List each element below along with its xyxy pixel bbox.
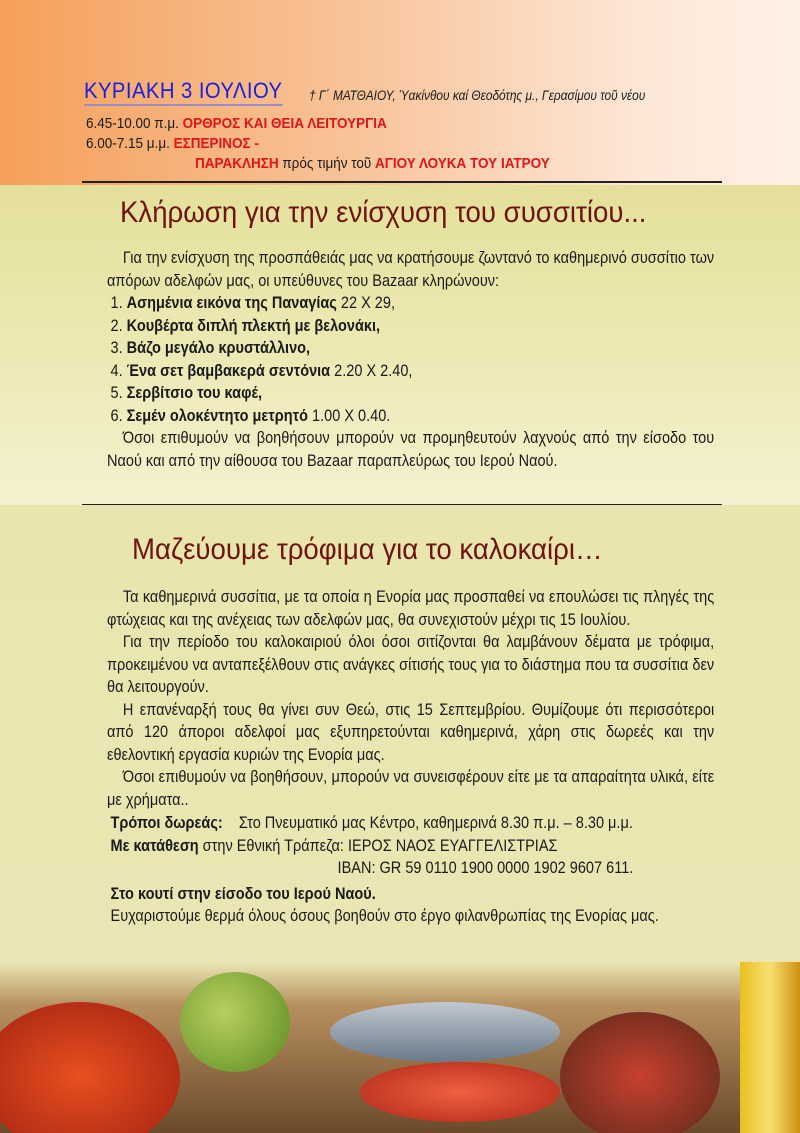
item-size: 1.00 Χ 0.40. — [312, 406, 391, 425]
thanks: Ευχαριστούμε θερμά όλους όσους βοηθούν στο έργο φιλανθρωπίας της Ενορίας μας. — [110, 907, 659, 925]
item-name: Ασημένια εικόνα της Παναγίας — [126, 294, 337, 312]
iban: IBAN: GR 59 0110 1900 0000 1902 9607 611. — [337, 859, 634, 877]
raffle-item — [107, 360, 714, 383]
item-name: Σερβίτσιο του καφέ, — [126, 384, 263, 402]
raffle-intro: Για την ενίσχυση της προσπάθειάς μας να κρατήσουμε ζωντανό το καθημερινό συσσίτιο των απόρων αδελφών μας, οι υπεύθυνες του Bazaar κληρώνουν: — [107, 249, 715, 290]
paragraph: Η επανέναρξή τους θα γίνει συν Θεώ, στις 15 Σεπτεμβρίου. Θυμίζουμε ότι περισσότεροι από 120 άποροι αδελφοί μας εξυπηρετούνται καθημερινά, χάρη στις δωρεές και την εθελοντική εργασία κυριών της Ενορία μας. — [107, 700, 715, 764]
donation-text: Στο Πνευματικό μας Κέντρο, καθημερινά 8.30 π.μ. – 8.30 μ.μ. — [238, 814, 633, 832]
deposit-line — [107, 835, 714, 858]
item-number: 2. — [110, 316, 123, 335]
date-title: ΚΥΡΙΑΚΗ 3 ΙΟΥΛΙΟΥ — [84, 78, 283, 106]
item-name: Κουβέρτα διπλή πλεκτή με βελονάκι, — [126, 316, 381, 335]
item-number: 4. — [110, 361, 123, 380]
paragraph: Για την περίοδο του καλοκαιριού όλοι όσοι σιτίζονται θα λαμβάνουν δέματα με τρόφιμα, προκειμένου να ανταπεξέλθουν στις ανάγκες σίτισής τους για το διάστημα που τα συσσίτια δεν θα λειτουργούν. — [107, 633, 715, 696]
raffle-item — [107, 382, 714, 405]
feast-of-day: † Γ΄ ΜΑΤΘΑΙΟΥ, Ὑακίνθου καί Θεοδότης μ., Γερασίμου τοῦ νέου — [309, 88, 646, 103]
service-title: ΟΡΘΡΟΣ ΚΑΙ ΘΕΙΑ ΛΕΙΤΟΥΡΓΙΑ — [182, 115, 387, 132]
raffle-items — [107, 292, 714, 427]
donation-line — [107, 812, 714, 835]
item-number: 3. — [110, 339, 123, 357]
box-donation: Στο κουτί στην είσοδο του Ιερού Ναού. — [110, 884, 376, 903]
raffle-outro: Όσοι επιθυμούν να βοηθήσουν μπορούν να προμηθευτούν λαχνούς από την είσοδο του Ναού και από την αίθουσα του Bazaar παραπλεύρως του Ιερού Ναού. — [107, 429, 715, 470]
service-title: ΠΑΡΑΚΛΗΣΗ — [195, 155, 279, 172]
vegetables-image — [560, 1012, 720, 1133]
deposit-text: στην Εθνική Τράπεζα: ΙΕΡΟΣ ΝΑΟΣ ΕΥΑΓΓΕΛΙΣΤΡΙΑΣ — [202, 836, 558, 855]
deposit-label: Με κατάθεση — [110, 836, 199, 855]
service-2 — [86, 135, 259, 152]
oil-pour-image — [740, 962, 800, 1133]
pasta-image — [0, 1002, 180, 1133]
item-name: Σεμέν ολοκέντητο μετρητό — [126, 406, 308, 425]
raffle-title: Κλήρωση για την ενίσχυση του συσσιτίου... — [120, 196, 647, 229]
raffle-item — [107, 292, 714, 315]
fish-image — [330, 1002, 560, 1062]
service-time: 6.00-7.15 μ.μ. — [86, 135, 170, 152]
service-title: ΕΣΠΕΡΙΝΟΣ - — [173, 135, 259, 152]
header-band — [0, 0, 800, 185]
divider — [82, 181, 722, 183]
raffle-item — [107, 405, 714, 428]
item-number: 1. — [110, 294, 123, 312]
raffle-item — [107, 337, 714, 360]
service-text: πρός τιμήν τοῦ — [282, 155, 372, 172]
service-1 — [86, 115, 387, 132]
apple-image — [180, 972, 290, 1072]
food-body — [107, 586, 714, 928]
food-photo — [0, 962, 800, 1133]
red-fish-image — [360, 1062, 560, 1122]
item-name: Ένα σετ βαμβακερά σεντόνια — [126, 361, 331, 380]
item-size: 2.20 Χ 2.40, — [334, 361, 413, 380]
food-title: Μαζεύουμε τρόφιμα για το καλοκαίρι… — [132, 533, 603, 566]
item-number: 5. — [110, 384, 123, 402]
item-number: 6. — [110, 406, 123, 425]
item-size: 22 Χ 29, — [340, 294, 395, 312]
service-2-cont — [195, 155, 550, 172]
raffle-body — [107, 247, 714, 472]
service-saint: ΑΓΙΟΥ ΛΟΥΚΑ ΤΟΥ ΙΑΤΡΟΥ — [375, 155, 550, 172]
donation-label: Τρόποι δωρεάς: — [110, 814, 223, 832]
paragraph: Όσοι επιθυμούν να βοηθήσουν, μπορούν να συνεισφέρουν είτε με τα απαραίτητα υλικά, είτε με χρήματα.. — [107, 768, 715, 809]
raffle-item — [107, 315, 714, 338]
paragraph: Τα καθημερινά συσσίτια, με τα οποία η Ενορία μας προσπαθεί να επουλώσει τις πληγές της φτώχειας και της ανέχειας των αδελφών μας, θα συνεχιστούν μέχρι τις 15 Ιουλίου. — [107, 588, 715, 629]
item-name: Βάζο μεγάλο κρυστάλλινο, — [126, 339, 311, 357]
service-time: 6.45-10.00 π.μ. — [86, 115, 179, 132]
